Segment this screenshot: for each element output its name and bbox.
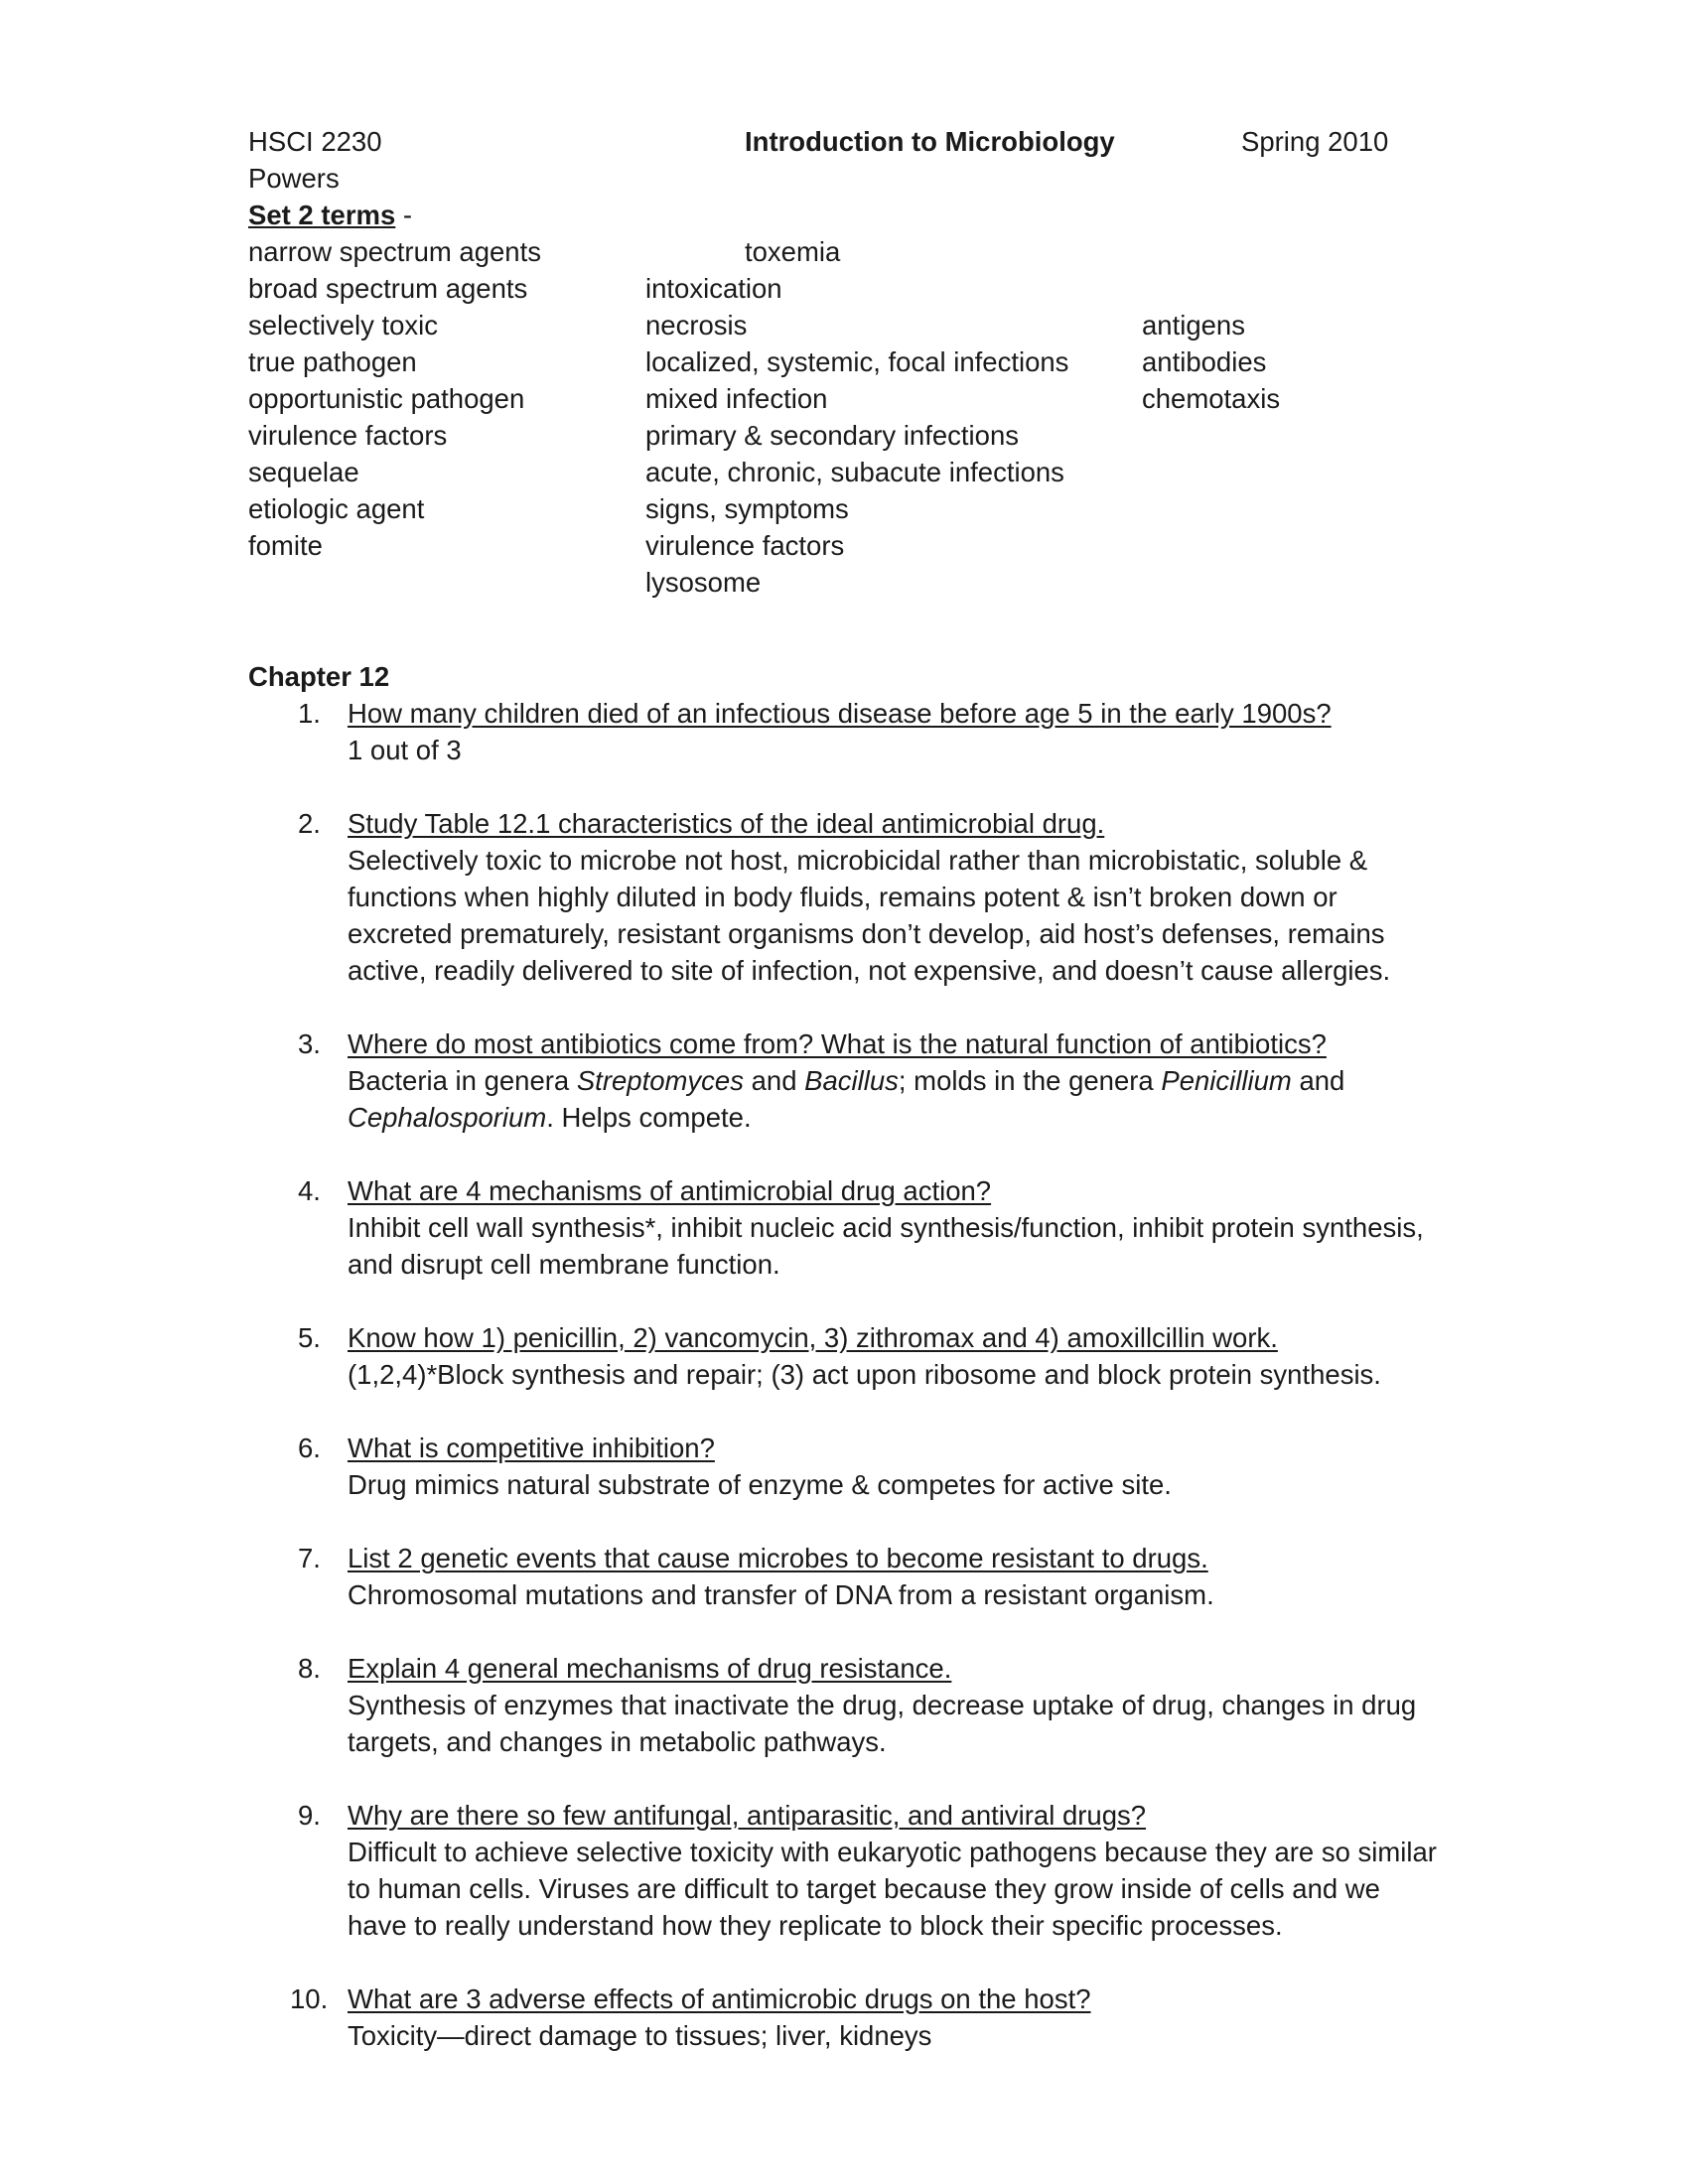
term-item: chemotaxis xyxy=(1142,383,1281,414)
question-item xyxy=(248,695,1440,768)
question-number: 3. xyxy=(298,1028,321,1059)
genus-name: Streptomyces xyxy=(576,1065,744,1096)
term-item: true pathogen xyxy=(248,346,417,377)
term-item: virulence factors xyxy=(248,420,448,451)
term-item: lysosome xyxy=(645,567,762,598)
question-number: 7. xyxy=(298,1543,321,1573)
terms-column-2 xyxy=(645,270,1068,601)
term-item: intoxication xyxy=(645,273,782,304)
question-number: 8. xyxy=(298,1653,321,1684)
question-number: 6. xyxy=(298,1433,321,1463)
genus-name: Penicillium xyxy=(1161,1065,1292,1096)
term-item: primary & secondary infections xyxy=(645,420,1019,451)
term-item: toxemia xyxy=(745,236,841,267)
answer-fragment: and xyxy=(1291,1065,1345,1096)
answer-fragment: . Helps compete. xyxy=(546,1102,752,1133)
answer-text: Difficult to achieve selective toxicity with eukaryotic pathogens because they are so similar to human cells. Viruses are difficult to target because they grow inside of cells and we have to really understand how they replicate to block their specific processes. xyxy=(348,1837,1437,1941)
question-number: 10. xyxy=(290,1983,329,2014)
term-item: antigens xyxy=(1142,310,1245,341)
question-number: 9. xyxy=(298,1800,321,1831)
term-item: signs, symptoms xyxy=(645,493,849,524)
question-text: What are 3 adverse effects of antimicrobic drugs on the host? xyxy=(348,1983,1091,2014)
answer-fragment: ; molds in the genera xyxy=(898,1065,1162,1096)
term-item: mixed infection xyxy=(645,383,828,414)
question-item xyxy=(248,1025,1440,1136)
answer-text: Inhibit cell wall synthesis*, inhibit nucleic acid synthesis/function, inhibit protein synthesis, and disrupt cell membrane function. xyxy=(348,1212,1424,1280)
term-item: virulence factors xyxy=(645,530,845,561)
answer-text: Chromosomal mutations and transfer of DNA from a resistant organism. xyxy=(348,1579,1214,1610)
question-text: How many children died of an infectious disease before age 5 in the early 1900s? xyxy=(348,698,1332,729)
answer-text: (1,2,4)*Block synthesis and repair; (3) act upon ribosome and block protein synthesis. xyxy=(348,1359,1381,1390)
question-item xyxy=(248,1650,1440,1760)
genus-name: Cephalosporium xyxy=(348,1102,547,1133)
question-number: 5. xyxy=(298,1322,321,1353)
chapter-heading: Chapter 12 xyxy=(248,661,390,692)
term-item: narrow spectrum agents xyxy=(248,236,541,267)
answer-text: Selectively toxic to microbe not host, microbicidal rather than microbistatic, soluble & functions when highly diluted in body fluids, remains potent & isn’t broken down or excreted prematurely, resistant organisms don’t develop, aid host’s defenses, remains active, readily delivered to site of infection, not expensive, and doesn’t cause allergies. xyxy=(348,845,1391,986)
question-number: 2. xyxy=(298,808,321,839)
question-item xyxy=(248,1172,1440,1283)
instructor-name: Powers xyxy=(248,163,340,194)
question-text: Know how 1) penicillin, 2) vancomycin, 3) zithromax and 4) amoxillcillin work. xyxy=(348,1322,1278,1353)
question-item xyxy=(248,1980,1440,2054)
answer-text xyxy=(348,1062,1440,1136)
document-title: Introduction to Microbiology xyxy=(745,126,1115,157)
term-item: localized, systemic, focal infections xyxy=(645,346,1069,377)
answer-text: Synthesis of enzymes that inactivate the drug, decrease uptake of drug, changes in drug targets, and changes in metabolic pathways. xyxy=(348,1690,1417,1757)
set-dash: - xyxy=(395,200,413,230)
term-item: sequelae xyxy=(248,457,359,487)
term-item: antibodies xyxy=(1142,346,1267,377)
question-item xyxy=(248,1319,1440,1393)
term-item: acute, chronic, subacute infections xyxy=(645,457,1064,487)
answer-text: Toxicity—direct damage to tissues; liver, kidneys xyxy=(348,2020,932,2051)
question-text: Explain 4 general mechanisms of drug resistance. xyxy=(348,1653,952,1684)
genus-name: Bacillus xyxy=(804,1065,899,1096)
question-item xyxy=(248,1540,1440,1613)
question-list xyxy=(248,695,1440,2054)
set-heading xyxy=(248,197,1440,233)
answer-text: Drug mimics natural substrate of enzyme & competes for active site. xyxy=(348,1469,1172,1500)
question-text: Why are there so few antifungal, antiparasitic, and antiviral drugs? xyxy=(348,1800,1147,1831)
semester: Spring 2010 xyxy=(1241,126,1389,157)
question-text: What are 4 mechanisms of antimicrobial drug action? xyxy=(348,1175,992,1206)
question-text: What is competitive inhibition? xyxy=(348,1433,715,1463)
term-item: fomite xyxy=(248,530,323,561)
question-number: 1. xyxy=(298,698,321,729)
answer-fragment: and xyxy=(743,1065,805,1096)
term-item: selectively toxic xyxy=(248,310,439,341)
set-title: Set 2 terms xyxy=(248,200,396,230)
question-text: List 2 genetic events that cause microbes to become resistant to drugs. xyxy=(348,1543,1208,1573)
terms-column-1 xyxy=(248,233,541,564)
course-code: HSCI 2230 xyxy=(248,126,382,157)
terms-list xyxy=(248,233,1440,637)
document-page xyxy=(248,123,1440,2091)
question-item xyxy=(248,1430,1440,1503)
terms-column-3 xyxy=(1142,307,1280,417)
answer-text: 1 out of 3 xyxy=(348,735,462,765)
term-item: opportunistic pathogen xyxy=(248,383,525,414)
question-text: Study Table 12.1 characteristics of the ideal antimicrobial drug. xyxy=(348,808,1105,839)
answer-fragment: Bacteria in genera xyxy=(348,1065,577,1096)
question-item xyxy=(248,1797,1440,1944)
term-item: etiologic agent xyxy=(248,493,425,524)
term-item: necrosis xyxy=(645,310,748,341)
question-number: 4. xyxy=(298,1175,321,1206)
question-item xyxy=(248,805,1440,989)
question-text: Where do most antibiotics come from? What is the natural function of antibiotics? xyxy=(348,1028,1327,1059)
header xyxy=(248,123,1440,160)
term-item: broad spectrum agents xyxy=(248,273,528,304)
